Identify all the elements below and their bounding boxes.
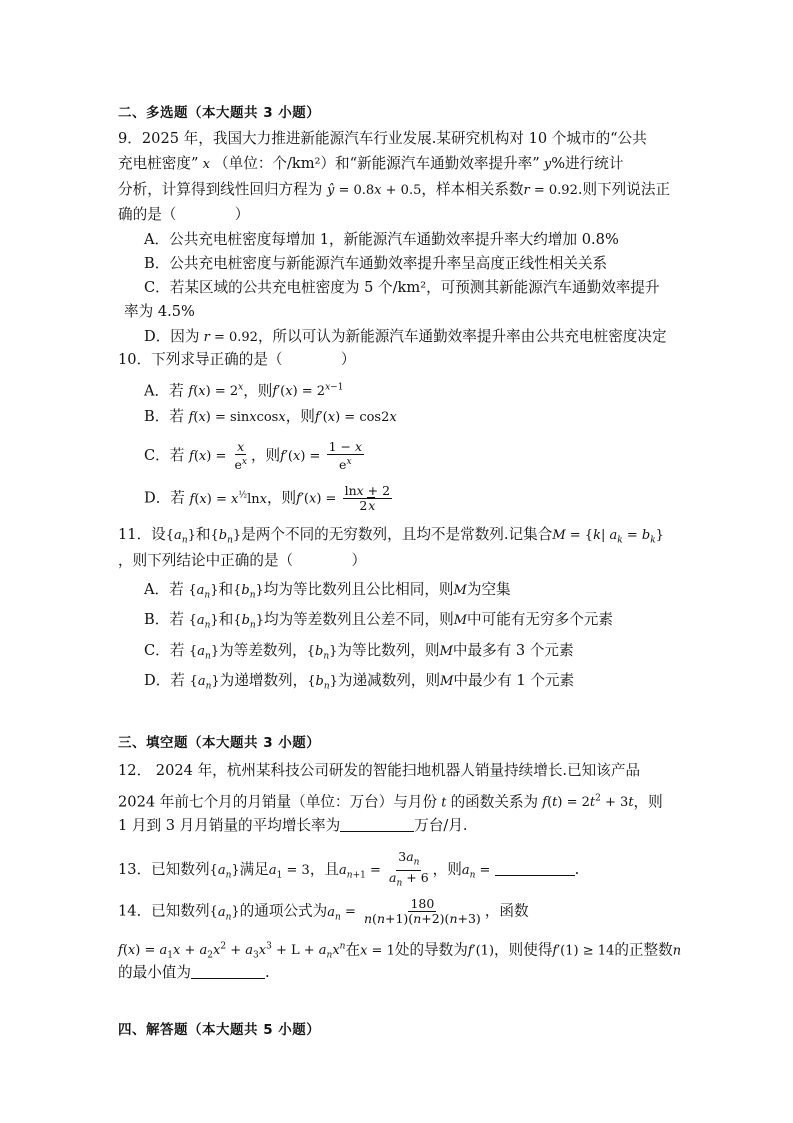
- q10-option-d: D．若 $f(x) = x^{\frac{1}{2}}\ln x$，则f′(x) = $\frac{\ln x + 2}{2x}$: [144, 483, 391, 513]
- q11-option-c: C．若 $\{a_n\}$为等差数列，$\{b_n\}$为等比数列，则M中最多有 3 个元素: [144, 642, 574, 662]
- q9-line4: 确的是（ ）: [118, 206, 250, 223]
- q14-line1: 14．已知数列$\{a_n\}$的通项公式为$a_n$ = $\frac{180}{n(n+1)(n+2)(n+3)}$ ，函数: [118, 896, 529, 926]
- section-title-answer: 四、解答题（本大题共 5 小题）: [118, 1022, 321, 1038]
- answer-blank-q13[interactable]: [495, 861, 575, 876]
- q12-line1: 12． 2024 年，杭州某科技公司研发的智能扫地机器人销量持续增长.已知该产品: [118, 762, 641, 779]
- q11-line1: 11．设$\{a_n\}$和$\{b_n\}$是两个不同的无穷数列，且均不是常数列.记集合M = {k| $a_k = b_k$}: [118, 526, 664, 546]
- section-title-fill-blank: 三、填空题（本大题共 3 小题）: [118, 735, 321, 751]
- q11-option-a: A．若 $\{a_n\}$和$\{b_n\}$均为等比数列且公比相同，则M为空集: [144, 581, 511, 601]
- q9-line2: 充电桩密度” x （单位：个/km²）和“新能源汽车通勤效率提升率” y%进行统计: [118, 155, 624, 172]
- q9-line1: 9．2025 年，我国大力推进新能源汽车行业发展.某研究机构对 10 个城市的“公共: [118, 130, 647, 147]
- q10-option-c: C．若 f(x) = $\frac{x}{e^x}$ ，则f′(x) = $\frac{1 - x}{e^x}$: [144, 439, 363, 473]
- q11-option-b: B．若 $\{a_n\}$和$\{b_n\}$均为等差数列且公差不同，则M中可能有无穷多个元素: [144, 611, 613, 631]
- q10-option-b: B．若 f(x) = sinxcosx，则f′(x) = cos2x: [144, 408, 397, 425]
- q12-line3: 1 月到 3 月月销量的平均增长率为 万台/月.: [118, 817, 468, 834]
- q14-line2: $f(x) = a_1x + a_2x^2 + a_3x^3 + L + a_nx^n$在x = 1处的导数为f′(1)，则使得f′(1) ≥ 14的正整数n: [118, 941, 682, 961]
- q9-option-d: D．因为 r = 0.92，所以可认为新能源汽车通勤效率提升率由公共充电桩密度决定: [144, 328, 667, 345]
- q10-stem: 10．下列求导正确的是（ ）: [118, 351, 356, 368]
- q14-line3: 的最小值为 .: [118, 964, 270, 981]
- section-title-multiple-choice: 二、多选题（本大题共 3 小题）: [118, 105, 321, 121]
- q11-line2: ，则下列结论中正确的是（ ）: [118, 552, 367, 569]
- q11-option-d: D．若 $\{a_n\}$为递增数列，$\{b_n\}$为递减数列，则M中最少有 1 个元素: [144, 672, 575, 692]
- answer-blank-q14[interactable]: [191, 964, 265, 979]
- q13-line: 13．已知数列$\{a_n\}$满足$a_1 = 3$，且$a_{n+1}$ = $\frac{3a_n}{a_n + 6}$ ，则$a_n$ = .: [118, 849, 580, 888]
- answer-blank-q12[interactable]: [340, 817, 414, 832]
- q9-option-c: C．若某区域的公共充电桩密度为 5 个/km²，可预测其新能源汽车通勤效率提升: [144, 279, 660, 296]
- q9-option-a: A．公共充电桩密度每增加 1，新能源汽车通勤效率提升率大约增加 0.8%: [144, 231, 619, 248]
- q9-option-c-cont: 率为 4.5%: [124, 303, 195, 320]
- q9-line3: 分析，计算得到线性回归方程为 ŷ = 0.8x + 0.5，样本相关系数r = 0.92.则下列说法正: [118, 181, 671, 198]
- q12-line2: 2024 年前七个月的月销量（单位：万台）与月份 t 的函数关系为 $f(t) = 2t^2 + 3t$，则: [118, 793, 663, 811]
- q10-option-a: A．若 $f(x) = 2^x$，则$f'(x) = 2^{x-1}$: [144, 382, 344, 400]
- q9-option-b: B．公共充电桩密度与新能源汽车通勤效率提升率呈高度正线性相关关系: [144, 255, 608, 272]
